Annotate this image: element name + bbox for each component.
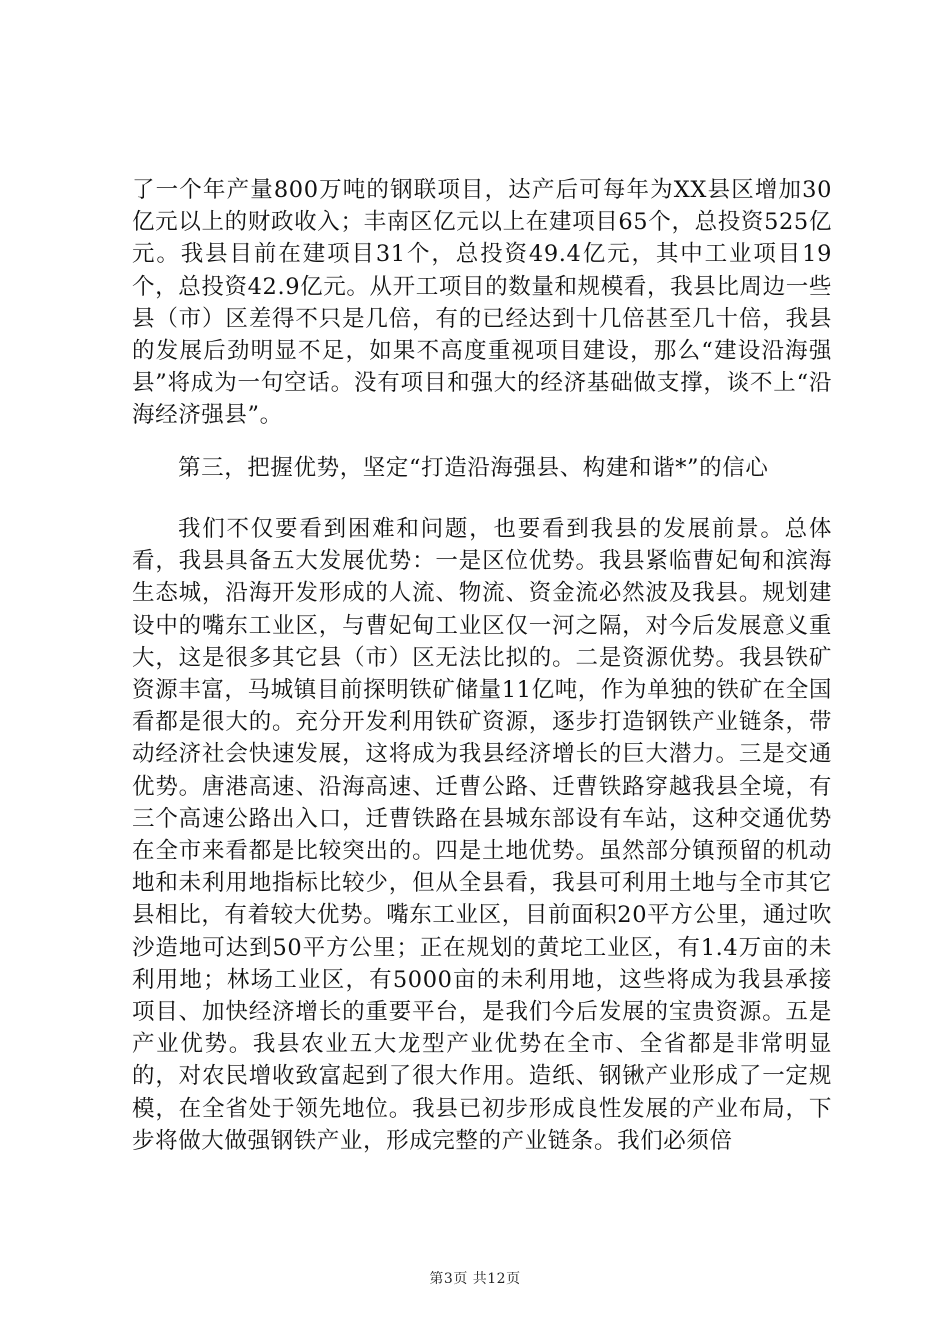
section-heading: 第三，把握优势，坚定“打造沿海强县、构建和谐*”的信心 [178,455,769,481]
body-paragraph: 了一个年产量800万吨的钢联项目，达产后可每年为XX县区增加30亿元以上的财政收入；丰南区亿元以上在建项目65个，总投资525亿元。我县目前在建项目31个，总投资49.4亿元，其中工业项目19个，总投资42.9亿元。从开工项目的数量和规模看，我县比周边一些县（市）区差得不只是几倍，有的已经达到十几倍甚至几十倍，我县的发展后劲明显不足，如果不高度重视项目建设，那么“建设沿海强县”将成为一句空话。没有项目和强大的经济基础做支撑，谈不上“沿海经济强县”。 [132,177,832,429]
body-paragraph: 我们不仅要看到困难和问题，也要看到我县的发展前景。总体看，我县具备五大发展优势：一是区位优势。我县紧临曹妃甸和滨海生态城，沿海开发形成的人流、物流、资金流必然波及我县。规划建设中的嘴东工业区，与曹妃甸工业区仅一河之隔，对今后发展意义重大，这是很多其它县（市）区无法比拟的。二是资源优势。我县铁矿资源丰富，马城镇目前探明铁矿储量11亿吨，作为单独的铁矿在全国看都是很大的。充分开发利用铁矿资源，逐步打造钢铁产业链条，带动经济社会快速发展，这将成为我县经济增长的巨大潜力。三是交通优势。唐港高速、沿海高速、迁曹公路、迁曹铁路穿越我县全境，有三个高速公路出入口，迁曹铁路在县城东部设有车站，这种交通优势在全市来看都是比较突出的。四是土地优势。虽然部分镇预留的机动地和未利用地指标比较少，但从全县看，我县可利用土地与全市其它县相比，有着较大优势。嘴东工业区，目前面积20平方公里，通过吹沙造地可达到50平方公里；正在规划的黄坨工业区，有1.4万亩的未利用地；林场工业区，有5000亩的未利用地，这些将成为我县承接项目、加快经济增长的重要平台，是我们今后发展的宝贵资源。五是产业优势。我县农业五大龙型产业优势在全市、全省都是非常明显的，对农民增收致富起到了很大作用。造纸、钢锹产业形成了一定规模，在全省处于领先地位。我县已初步形成良性发展的产业布局，下步将做大做强钢铁产业，形成完整的产业链条。我们必须倍 [132,516,832,1154]
page-number-footer: 第3页 共12页 [429,1271,521,1287]
